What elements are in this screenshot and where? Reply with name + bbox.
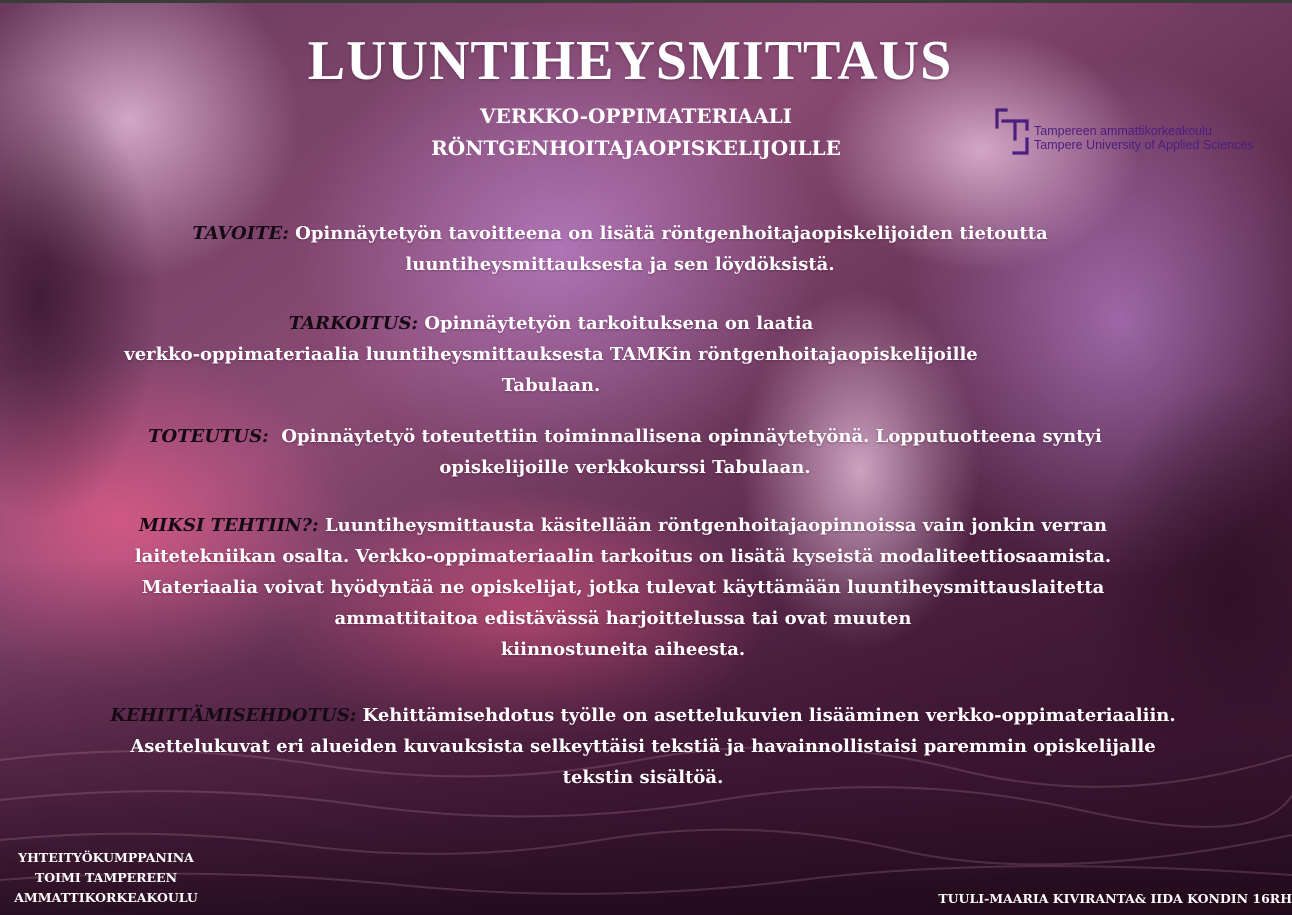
- tamk-logo: [994, 107, 1284, 157]
- section-line: [80, 700, 1206, 731]
- section-line: ammattitaitoa edistävässä harjoittelussa tai ovat muuten: [334, 608, 912, 629]
- section-line: luuntiheysmittauksesta ja sen löydöksistä.: [405, 254, 835, 275]
- section-text: Opinnäytetyön tavoitteena on lisätä röntgenhoitajaopiskelijoiden tietoutta: [288, 223, 1048, 244]
- partner-line: YHTEITYÖKUMPPANINA: [18, 850, 194, 865]
- section-text: Kehittämisehdotus työlle on asettelukuvien lisääminen verkko-oppimateriaaliin.: [356, 705, 1176, 726]
- section-line: opiskelijoille verkkokurssi Tabulaan.: [439, 457, 811, 478]
- section-text: Opinnäytetyön tarkoituksena on laatia: [418, 313, 814, 334]
- subtitle-line: RÖNTGENHOITAJAOPISKELIJOILLE: [431, 136, 841, 160]
- section-label: TARKOITUS:: [288, 313, 419, 334]
- section-line: [108, 510, 1138, 541]
- section-line: tekstin sisältöä.: [562, 767, 724, 788]
- authors-credit: TUULI-MAARIA KIVIRANTA& IIDA KONDIN 16RH: [938, 891, 1292, 906]
- section-line: Materiaalia voivat hyödyntää ne opiskelijat, jotka tulevat käyttämään luuntiheysmittauslaitetta: [141, 577, 1105, 598]
- section-line: Asettelukuvat eri alueiden kuvauksista selkeyttäisi tekstiä ja havainnollistaisi paremmin opiskelijalle: [130, 736, 1156, 757]
- logo-line-1: Tampereen ammattikorkeakoulu: [1034, 124, 1212, 138]
- section-line: [120, 421, 1130, 452]
- section-miksi-tehtiin: [108, 510, 1138, 665]
- section-kehittamisehdotus: [80, 700, 1206, 793]
- section-text: Opinnäytetyö toteutettiin toiminnallisena opinnäytetyönä. Lopputuotteena syntyi: [268, 426, 1102, 447]
- section-line: [96, 308, 1006, 339]
- section-label: TOTEUTUS:: [148, 426, 269, 447]
- section-line: laitetekniikan osalta. Verkko-oppimateriaalin tarkoitus on lisätä kyseistä modaliteettiosaamista.: [134, 546, 1112, 567]
- partner-line: TOIMI TAMPEREEN: [34, 870, 178, 885]
- poster-title: LUUNTIHEYSMITTAUS: [307, 30, 953, 92]
- top-border: [0, 0, 1292, 3]
- section-tarkoitus: [96, 308, 1006, 401]
- section-tavoite: [170, 218, 1070, 280]
- section-line: [170, 218, 1070, 249]
- tamk-logo-icon: [994, 107, 1030, 155]
- logo-line-2: Tampere University of Applied Sciences: [1034, 138, 1254, 152]
- subtitle-line: VERKKO-OPPIMATERIAALI: [479, 104, 793, 128]
- partner-line: AMMATTIKORKEAKOULU: [14, 890, 198, 905]
- partner-credit: [0, 848, 212, 908]
- section-toteutus: [120, 421, 1130, 483]
- section-line: verkko-oppimateriaalia luuntiheysmittauksesta TAMKin röntgenhoitajaopiskelijoille: [124, 344, 978, 365]
- logo-text: [1034, 124, 1254, 152]
- section-line: kiinnostuneita aiheesta.: [500, 639, 746, 660]
- section-line: Tabulaan.: [501, 375, 601, 396]
- section-text: Luuntiheysmittausta käsitellään röntgenhoitajaopinnoissa vain jonkin verran: [318, 515, 1107, 536]
- poster-subtitle: [336, 100, 936, 164]
- section-label: MIKSI TEHTIIN?:: [139, 515, 319, 536]
- section-label: KEHITTÄMISEHDOTUS:: [110, 705, 357, 726]
- section-label: TAVOITE:: [192, 223, 289, 244]
